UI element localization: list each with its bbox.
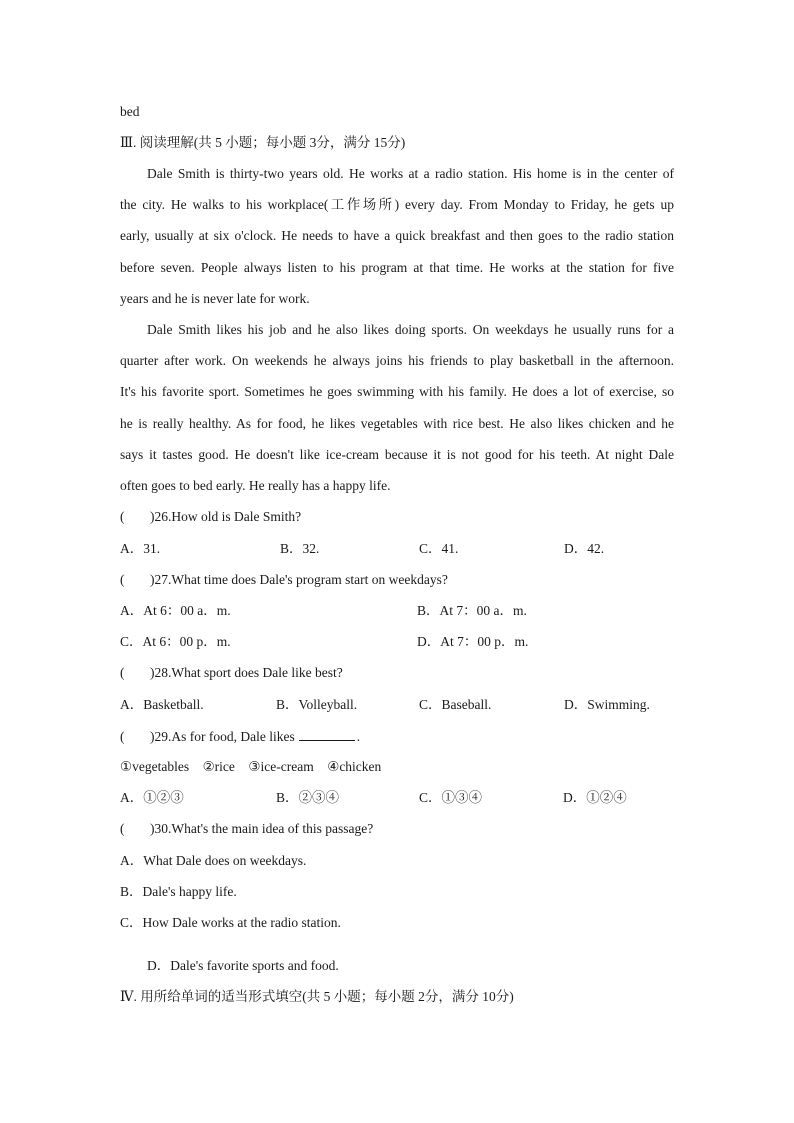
option-c[interactable]: C．41. [419,541,459,556]
passage-line: quarter after work. On weekends he always joins his friends to play basketball in the afternoon. [120,353,674,368]
question-text: )26.How old is Dale Smith? [150,509,302,524]
option-d[interactable]: D．Swimming. [564,697,650,712]
option-b[interactable]: B．Volleyball. [276,697,358,712]
option-d[interactable]: D．Dale's favorite sports and food. [147,958,339,973]
fill-blank[interactable] [299,727,355,741]
passage-line: he is really healthy. As for food, he likes vegetables with rice best. He also likes chicken and he [120,416,674,431]
passage-line: early, usually at six o'clock. He needs to have a quick breakfast and then goes to the radio station [120,228,674,243]
passage-line: says it tastes good. He doesn't like ice-cream because it is not good for his teeth. At night Dale [120,447,674,462]
top-word: bed [120,104,140,119]
option-a[interactable]: A．31. [120,541,161,556]
option-a[interactable]: A．What Dale does on weekdays. [120,853,307,868]
question-28 [120,664,343,682]
passage-line: before seven. People always listen to his program at that time. He works at the station for five [120,260,674,275]
option-b[interactable]: B．At 7：00 a．m. [417,603,527,618]
option-b[interactable]: B．32. [280,541,320,556]
question-text: )28.What sport does Dale like best? [150,665,343,680]
option-d[interactable]: D．At 7：00 p．m. [417,634,529,649]
question-text: )30.What's the main idea of this passage? [150,821,374,836]
passage-line: It's his favorite sport. Sometimes he goes swimming with his family. He does a lot of exercise, so [120,384,674,399]
option-c[interactable]: C．①③④ [419,790,483,805]
section-4-heading: Ⅳ. 用所给单词的适当形式填空(共 5 小题；每小题 2分，满分 10分) [120,989,514,1004]
question-text: )27.What time does Dale's program start on weekdays? [150,572,448,587]
q29-items: ①vegetables ②rice ③ice-cream ④chicken [120,759,382,774]
option-a[interactable]: A．Basketball. [120,697,204,712]
option-b[interactable]: B．②③④ [276,790,340,805]
answer-bracket[interactable]: ( [120,572,125,587]
question-30 [120,820,373,838]
answer-bracket[interactable]: ( [120,821,125,836]
passage-line: Dale Smith likes his job and he also likes doing sports. On weekdays he usually runs for a [147,322,674,337]
passage-line: the city. He walks to his workplace(工作场所) every day. From Monday to Friday, he gets up [120,197,674,212]
section-3-heading: Ⅲ. 阅读理解(共 5 小题；每小题 3分，满分 15分) [120,135,406,150]
answer-bracket[interactable]: ( [120,665,125,680]
option-a[interactable]: A．①②③ [120,790,184,805]
question-text: )29.As for food, Dale likes [150,729,295,744]
answer-bracket[interactable]: ( [120,509,125,524]
option-c[interactable]: C．How Dale works at the radio station. [120,915,341,930]
question-end: . [356,729,361,744]
question-29 [120,727,360,746]
option-c[interactable]: C．Baseball. [419,697,492,712]
answer-bracket[interactable]: ( [120,729,125,744]
passage-line: often goes to bed early. He really has a happy life. [120,478,391,493]
option-d[interactable]: D．①②④ [563,790,627,805]
passage-line: years and he is never late for work. [120,291,310,306]
option-c[interactable]: C．At 6：00 p．m. [120,634,231,649]
passage-line: Dale Smith is thirty-two years old. He works at a radio station. His home is in the center of [147,166,674,181]
option-d[interactable]: D．42. [564,541,605,556]
option-b[interactable]: B．Dale's happy life. [120,884,237,899]
question-26 [120,508,301,526]
option-a[interactable]: A．At 6：00 a．m. [120,603,231,618]
question-27 [120,571,448,589]
